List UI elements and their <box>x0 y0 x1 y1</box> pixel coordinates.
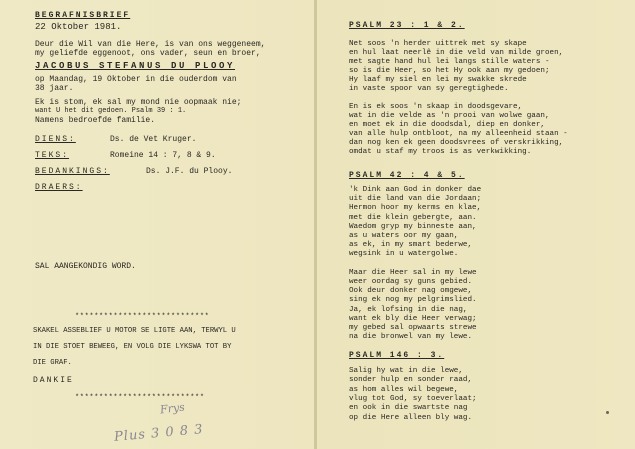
psalm-line: Hermon hoor my kerms en klae, <box>349 204 482 213</box>
deceased-name: JACOBUS STEFANUS DU PLOOY <box>35 61 236 71</box>
draers-value: SAL AANGEKONDIG WORD. <box>35 262 136 271</box>
left-page <box>0 0 314 449</box>
psalm-line: op die Here alleen bly wag. <box>349 413 473 422</box>
psalm-line: wegsink in u watergolwe. <box>349 250 459 259</box>
psalm-line: wat in die velde as 'n prooi van wolwe gaan, <box>349 112 550 120</box>
psalm-line: dan nog ken ek geen doodsvrees of verskrikking, <box>349 139 564 147</box>
notice-line-2: IN DIE STOET BEWEEG, EN VOLG DIE LYKSWA TOT BY <box>33 343 232 351</box>
psalm-line: Maar die Heer sal in my lewe <box>349 268 477 277</box>
psalm-line: en ook in die swartste nag <box>349 404 468 413</box>
psalm-line: En is ek soos 'n skaap in doodsgevare, <box>349 103 523 111</box>
died-line-1: op Maandag, 19 Oktober in die ouderdom van <box>35 75 237 84</box>
psalm-line: as ek, in my smart bederwe, <box>349 241 473 250</box>
psalm-line: en hul laat neerlê in die veld van milde groen, <box>349 49 564 57</box>
draers-label: DRAERS: <box>35 183 83 192</box>
intro-line-2: my geliefde eggenoot, ons vader, seun en broer, <box>35 49 261 58</box>
notice-line-1: SKAKEL ASSEBLIEF U MOTOR SE LIGTE AAN, TERWYL U <box>33 327 236 335</box>
psalm-line: so is die Heer, so het Hy ook aan my gedoen; <box>349 67 550 75</box>
diens-label: DIENS: <box>35 135 76 144</box>
letter-title: BEGRAFNISBRIEF <box>35 11 131 20</box>
handwritten-note: Plus 3 0 8 3 <box>113 422 205 445</box>
bedanking-label: BEDANKINGS: <box>35 167 110 176</box>
psalm-line: omdat u staf my troos is as verkwikking. <box>349 148 532 156</box>
psalm-line: as hom alles wil begewe, <box>349 385 459 394</box>
handwritten-signature: Frys <box>159 400 186 417</box>
psalm-line: en moet ek in die doodsdal, diep en donker, <box>349 121 545 129</box>
psalm-line: Hy laaf my siel en lei my swakke skrede <box>349 76 527 84</box>
psalm-line: met sagte hand hul lei langs stille waters - <box>349 58 550 66</box>
notice-line-3: DIE GRAF. <box>33 359 72 367</box>
psalm-line: as u waters oor my gaan, <box>349 232 459 240</box>
psalm-line: Net soos 'n herder uittrek met sy skape <box>349 40 527 48</box>
thanks-text: DANKIE <box>33 376 74 385</box>
bedanking-value: Ds. J.F. du Plooy. <box>146 167 233 176</box>
right-page <box>317 0 635 449</box>
verse-line-3: Namens bedroefde familie. <box>35 116 156 125</box>
psalm-line: my gebed sal opwaarts strewe <box>349 324 477 332</box>
psalm-line: Ja, ek lofsing in die nag, <box>349 305 468 314</box>
psalm-line: uit die land van die Jordaan; <box>349 195 482 204</box>
diens-value: Ds. de Vet Kruger. <box>110 135 197 144</box>
paper-mark <box>606 411 609 414</box>
psalm-line: sonder hulp en sonder raad, <box>349 376 473 385</box>
died-line-2: 38 jaar. <box>35 84 74 93</box>
intro-line-1: Deur die Wil van die Here, is van ons weggeneem, <box>35 40 266 49</box>
psalm-line: sing ek nog my pelgrimslied. <box>349 296 477 305</box>
letter-date: 22 Oktober 1981. <box>35 22 122 32</box>
psalm-line: van alle hulp ontbloot, na my alleenheid staan - <box>349 130 568 138</box>
psalm-146-title: PSALM 146 : 3. <box>349 351 445 360</box>
psalm-line: want ek bly die Heer verwag; <box>349 314 477 323</box>
psalm-line: Salig hy wat in die lewe, <box>349 367 463 375</box>
stars-divider-1: **************************** <box>75 313 210 321</box>
psalm-line: weer oordag sy guns gebied. <box>349 278 473 286</box>
verse-line-2: want U het dit gedoen. Psalm 39 : 1. <box>35 107 187 115</box>
psalm-line: 'k Dink aan God in donker dae <box>349 186 482 194</box>
verse-line-1: Ek is stom, ek sal my mond nie oopmaak nie; <box>35 98 242 107</box>
psalm-line: met die klein gebergte, aan. <box>349 213 477 222</box>
teks-value: Romeine 14 : 7, 8 & 9. <box>110 151 216 160</box>
psalm-42-title: PSALM 42 : 4 & 5. <box>349 171 465 180</box>
psalm-23-title: PSALM 23 : 1 & 2. <box>349 21 465 30</box>
psalm-line: na die bronwel van my lewe. <box>349 333 473 342</box>
stars-divider-2: *************************** <box>75 394 205 402</box>
psalm-line: vlug tot God, sy toeverlaat; <box>349 394 477 403</box>
psalm-line: Waedom gryp my binneste aan, <box>349 222 477 231</box>
psalm-line: in vaste spoor van sy geregtighede. <box>349 85 509 93</box>
teks-label: TEKS: <box>35 151 70 160</box>
psalm-line: Ook deur donker nag omgewe, <box>349 287 473 296</box>
